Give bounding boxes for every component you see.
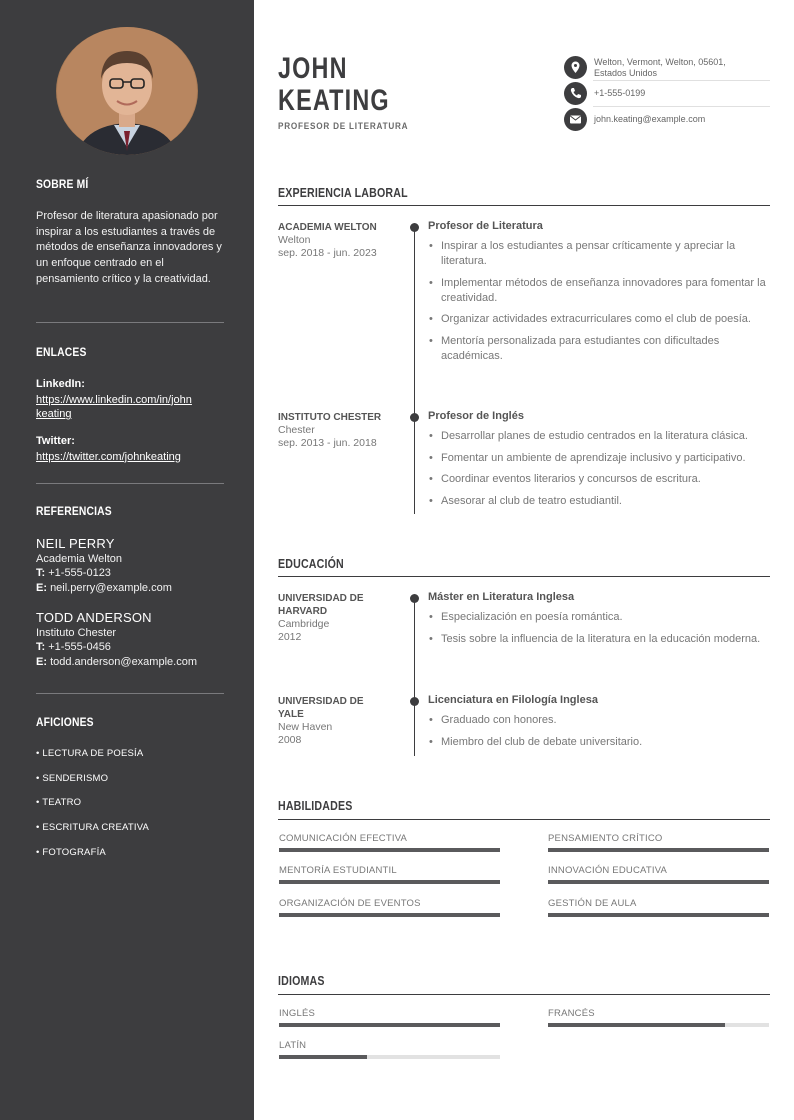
experience-detail bbox=[428, 220, 773, 370]
bullet-item: • Graduado con honores. bbox=[428, 713, 773, 728]
reference-email-value: todd.anderson@example.com bbox=[50, 655, 197, 668]
last-name: KEATING bbox=[278, 84, 390, 117]
school-name-line2: HARVARD bbox=[278, 606, 328, 617]
education-title: EDUCACIÓN bbox=[278, 557, 344, 571]
bullet-list bbox=[428, 713, 773, 750]
about-title: SOBRE MÍ bbox=[36, 177, 89, 191]
skill-item bbox=[279, 898, 500, 909]
address-line1: Welton, Vermont, Welton, 05601, bbox=[594, 57, 726, 67]
bullet-item: • Especialización en poesía romántica. bbox=[428, 610, 773, 625]
timeline-dot bbox=[410, 413, 419, 422]
divider bbox=[36, 322, 224, 323]
language-label: FRANCÉS bbox=[548, 1008, 595, 1019]
skill-bar-fill bbox=[279, 848, 500, 852]
skill-label: GESTIÓN DE AULA bbox=[548, 898, 637, 909]
skill-bar bbox=[548, 913, 769, 917]
language-item bbox=[548, 1008, 769, 1019]
bullet-item: • Tesis sobre la influencia de la literatura en la educación moderna. bbox=[428, 632, 773, 647]
section-rule bbox=[278, 576, 770, 577]
reference-item bbox=[36, 610, 226, 669]
school-location: Cambridge bbox=[278, 618, 330, 630]
reference-org: Instituto Chester bbox=[36, 626, 117, 639]
language-bar bbox=[279, 1023, 500, 1027]
reference-phone bbox=[36, 566, 226, 581]
bullet-item: • Inspirar a los estudiantes a pensar críticamente y apreciar la literatura. bbox=[428, 239, 773, 269]
school-name-line1: UNIVERSIDAD DE bbox=[278, 696, 364, 707]
language-item bbox=[279, 1008, 500, 1019]
skill-bar-fill bbox=[548, 848, 769, 852]
phone-label: T: bbox=[36, 567, 46, 580]
graduation-year: 2008 bbox=[278, 734, 302, 746]
experience-meta bbox=[278, 411, 398, 450]
hobby-item: • FOTOGRAFÍA bbox=[36, 847, 106, 858]
hobby-item: • ESCRITURA CREATIVA bbox=[36, 822, 150, 833]
linkedin-url-line1[interactable]: https://www.linkedin.com/in/john bbox=[36, 393, 192, 406]
bullet-item: • Implementar métodos de enseñanza innovadores para fomentar la creatividad. bbox=[428, 276, 773, 306]
role-title: Profesor de Literatura bbox=[428, 220, 543, 232]
profile-photo bbox=[56, 27, 198, 155]
bullet-list bbox=[428, 239, 773, 364]
bullet-item: • Miembro del club de debate universitario. bbox=[428, 735, 773, 750]
section-rule bbox=[278, 819, 770, 820]
bullet-list bbox=[428, 610, 773, 647]
reference-name: NEIL PERRY bbox=[36, 536, 115, 551]
skill-item bbox=[548, 898, 769, 909]
about-text: Profesor de literatura apasionado por inspirar a los estudiantes a través de métodos de enseñanza innovadores y un enfoque centrado en el pensamiento crítico y la creatividad. bbox=[36, 210, 222, 285]
link-label: LinkedIn: bbox=[36, 378, 85, 390]
address-line2: Estados Unidos bbox=[594, 68, 658, 78]
divider bbox=[593, 106, 770, 107]
email-label: E: bbox=[36, 655, 47, 668]
language-bar-fill bbox=[279, 1055, 367, 1059]
date-range: sep. 2018 - jun. 2023 bbox=[278, 247, 377, 259]
timeline-line bbox=[414, 227, 415, 514]
skill-item bbox=[279, 865, 500, 876]
skill-item bbox=[548, 865, 769, 876]
skill-item bbox=[548, 833, 769, 844]
org-name: ACADEMIA WELTON bbox=[278, 222, 377, 233]
profile-photo-illustration bbox=[56, 27, 198, 155]
org-location: Welton bbox=[278, 234, 311, 246]
languages-title: IDIOMAS bbox=[278, 974, 325, 988]
skill-bar-fill bbox=[548, 913, 769, 917]
reference-email bbox=[36, 655, 226, 670]
sidebar bbox=[0, 0, 254, 1120]
mail-icon bbox=[564, 108, 587, 131]
reference-name: TODD ANDERSON bbox=[36, 610, 152, 625]
language-bar bbox=[548, 1023, 769, 1027]
bullet-item: • Coordinar eventos literarios y concursos de escritura. bbox=[428, 472, 773, 487]
org-location: Chester bbox=[278, 424, 315, 436]
timeline-dot bbox=[410, 223, 419, 232]
bullet-list bbox=[428, 429, 773, 509]
degree-title: Máster en Literatura Inglesa bbox=[428, 591, 575, 603]
link-twitter bbox=[36, 434, 226, 464]
address-text bbox=[594, 57, 726, 79]
skill-label: INNOVACIÓN EDUCATIVA bbox=[548, 865, 668, 876]
linkedin-url-line2[interactable]: keating bbox=[36, 408, 72, 421]
bullet-item: • Organizar actividades extracurriculares como el club de poesía. bbox=[428, 312, 773, 327]
reference-item bbox=[36, 536, 226, 595]
language-label: INGLÉS bbox=[279, 1008, 316, 1019]
hobbies-title: AFICIONES bbox=[36, 715, 94, 729]
hobby-item: • LECTURA DE POESÍA bbox=[36, 748, 144, 759]
skills-title: HABILIDADES bbox=[278, 799, 353, 813]
email-text[interactable]: john.keating@example.com bbox=[594, 114, 706, 124]
skill-bar-fill bbox=[548, 880, 769, 884]
skill-label: MENTORÍA ESTUDIANTIL bbox=[279, 865, 397, 876]
date-range: sep. 2013 - jun. 2018 bbox=[278, 437, 377, 449]
reference-phone-value: +1-555-0123 bbox=[48, 567, 111, 580]
reference-org: Academia Welton bbox=[36, 552, 123, 565]
degree-title: Licenciatura en Filología Inglesa bbox=[428, 694, 598, 706]
bullet-item: • Desarrollar planes de estudio centrados en la literatura clásica. bbox=[428, 429, 773, 444]
skill-item bbox=[279, 833, 500, 844]
phone-label: T: bbox=[36, 641, 46, 654]
twitter-url[interactable]: https://twitter.com/johnkeating bbox=[36, 450, 181, 463]
education-meta bbox=[278, 592, 398, 644]
language-bar bbox=[279, 1055, 500, 1059]
divider bbox=[36, 483, 224, 484]
skill-bar bbox=[279, 913, 500, 917]
experience-title: EXPERIENCIA LABORAL bbox=[278, 186, 408, 200]
link-label: Twitter: bbox=[36, 435, 75, 447]
skill-label: COMUNICACIÓN EFECTIVA bbox=[279, 833, 408, 844]
education-detail bbox=[428, 591, 773, 653]
graduation-year: 2012 bbox=[278, 631, 302, 643]
experience-meta bbox=[278, 221, 398, 260]
reference-phone-value: +1-555-0456 bbox=[48, 641, 111, 654]
language-bar-fill bbox=[279, 1023, 500, 1027]
skill-bar bbox=[279, 880, 500, 884]
timeline-dot bbox=[410, 594, 419, 603]
link-linkedin bbox=[36, 377, 226, 422]
skill-bar bbox=[548, 880, 769, 884]
language-bar-fill bbox=[548, 1023, 725, 1027]
section-rule bbox=[278, 994, 770, 995]
reference-phone bbox=[36, 640, 226, 655]
hobby-item: • TEATRO bbox=[36, 797, 82, 808]
education-meta bbox=[278, 695, 398, 747]
role-title: Profesor de Inglés bbox=[428, 410, 524, 422]
divider bbox=[593, 80, 770, 81]
language-item bbox=[279, 1040, 500, 1051]
phone-text: +1-555-0199 bbox=[594, 88, 646, 98]
bullet-item: • Fomentar un ambiente de aprendizaje inclusivo y participativo. bbox=[428, 451, 773, 466]
reference-email bbox=[36, 581, 226, 596]
bullet-item: • Asesorar al club de teatro estudiantil. bbox=[428, 494, 773, 509]
phone-icon bbox=[564, 82, 587, 105]
location-pin-icon bbox=[564, 56, 587, 79]
org-name: INSTITUTO CHESTER bbox=[278, 412, 382, 423]
bullet-item: • Mentoría personalizada para estudiantes con dificultades académicas. bbox=[428, 334, 773, 364]
skill-bar-fill bbox=[279, 913, 500, 917]
school-name-line2: YALE bbox=[278, 709, 304, 720]
skill-bar-fill bbox=[279, 880, 500, 884]
education-detail bbox=[428, 694, 773, 756]
timeline-line bbox=[414, 598, 415, 756]
experience-detail bbox=[428, 410, 773, 515]
first-name: JOHN bbox=[278, 52, 348, 85]
email-label: E: bbox=[36, 581, 47, 594]
hobby-item: • SENDERISMO bbox=[36, 773, 109, 784]
links-title: ENLACES bbox=[36, 345, 87, 359]
job-title: PROFESOR DE LITERATURA bbox=[278, 121, 409, 132]
linkedin-url[interactable] bbox=[36, 393, 226, 422]
divider bbox=[36, 693, 224, 694]
references-title: REFERENCIAS bbox=[36, 504, 112, 518]
skill-label: ORGANIZACIÓN DE EVENTOS bbox=[279, 898, 421, 909]
section-rule bbox=[278, 205, 770, 206]
school-name-line1: UNIVERSIDAD DE bbox=[278, 593, 364, 604]
skill-bar bbox=[548, 848, 769, 852]
language-label: LATÍN bbox=[279, 1040, 307, 1051]
skill-bar bbox=[279, 848, 500, 852]
skill-label: PENSAMIENTO CRÍTICO bbox=[548, 833, 663, 844]
school-location: New Haven bbox=[278, 721, 333, 733]
timeline-dot bbox=[410, 697, 419, 706]
reference-email-value: neil.perry@example.com bbox=[50, 581, 172, 594]
